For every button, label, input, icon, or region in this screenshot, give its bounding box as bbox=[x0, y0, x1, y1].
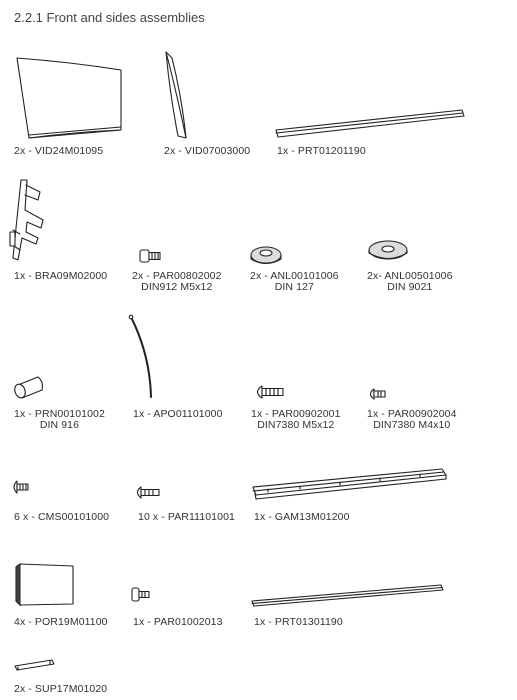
part-label: 2x - VID24M01095 bbox=[14, 145, 104, 157]
part-norm: DIN 9021 bbox=[387, 281, 433, 293]
part-label: 1x - PAR01002013 bbox=[133, 616, 223, 628]
part-norm: DIN7380 M4x10 bbox=[373, 419, 451, 431]
part-label: 1x - PRT01301190 bbox=[254, 616, 343, 628]
part-code: 2x- ANL00501006 bbox=[367, 270, 453, 282]
part-label: 6 x - CMS00101000 bbox=[14, 511, 110, 523]
part-norm: DIN 916 bbox=[39, 419, 80, 431]
part-label: 1x - GAM13M01200 bbox=[254, 511, 350, 523]
part-code: 2x - PAR00802002 bbox=[132, 270, 222, 282]
part-label: 1x - PRT01201190 bbox=[277, 145, 366, 157]
part-label: 1x - APO01101000 bbox=[133, 408, 223, 420]
part-label: 1x - BRA09M02000 bbox=[14, 270, 108, 282]
part-norm: DIN7380 M5x12 bbox=[257, 419, 335, 431]
part-code: 2x - ANL00101006 bbox=[250, 270, 339, 282]
part-code: 1x - PRN00101002 bbox=[14, 408, 105, 420]
part-label: 2x - VID07003000 bbox=[164, 145, 251, 157]
part-code: 1x - PAR00902004 bbox=[367, 408, 457, 420]
part-norm: DIN912 M5x12 bbox=[141, 281, 213, 293]
part-label: 4x - POR19M01100 bbox=[14, 616, 108, 628]
part-label: 10 x - PAR11101001 bbox=[138, 511, 235, 523]
section-title: 2.2.1 Front and sides assemblies bbox=[14, 10, 205, 25]
part-norm: DIN 127 bbox=[274, 281, 314, 293]
part-label: 2x - SUP17M01020 bbox=[14, 683, 108, 695]
part-code: 1x - PAR00902001 bbox=[251, 408, 341, 420]
